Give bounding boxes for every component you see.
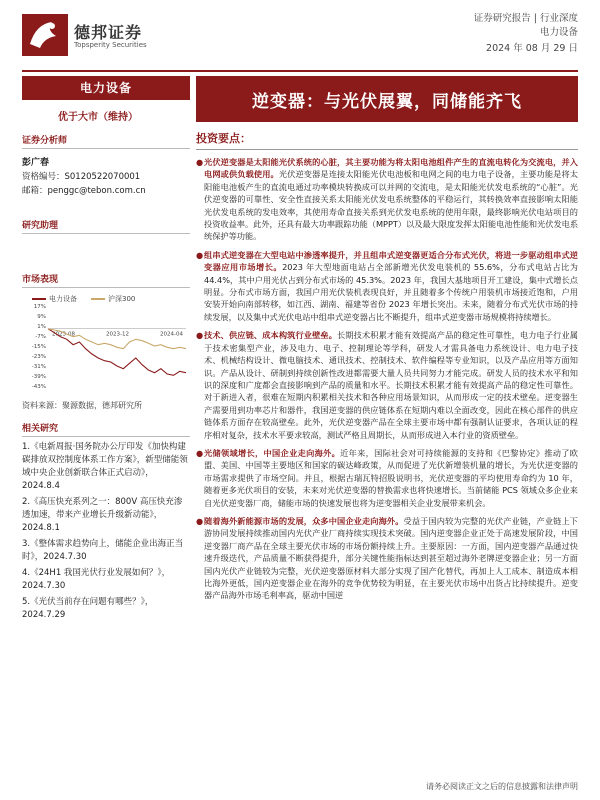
report-title: 逆变器：与光伏展翼，同储能齐飞 xyxy=(252,91,522,112)
point-body: 长期技术积累才能有效提高产品的稳定性可靠性，电力电子行业属于技术密集型产业，涉及电力、电子、控制理论等学科，研发人才需具备电力系统设计、电力电子技术、机械结构设计、微电脑技术、通讯技术、控制技术、软件编程等专业知识，以及产品应用等方面知识。产品从设计、研制到持续创新性改进都需要大量人员共同努力才能完成。研发人员的技术水平和知识的深度和广度都会直接影响到产品的质量和水平。长期技术积累才能有效提高产品的稳定性可靠性。对于新进入者，很难在短期内积累相关技术和各种应用场景知识，从而形成一定的技术壁垒。逆变器生产需要用到功率芯片和器件，我国逆变器的供应链体系在短期内难以全面改变，因此在核心部件的供应链体系方面存在较高壁垒。此外，光伏逆变器产品在全球主要市场中都有强制认证要求，各项认证的程序相对复杂，技术水平要求较高，测试严格且周期长，从而形成进入本行业的资质壁垒。 xyxy=(204,330,578,440)
point-lead: 随着海外新能源市场的发展，众多中国企业走向海外。 xyxy=(204,515,404,526)
analyst-cert: 资格编号：S0120522070001 xyxy=(22,172,141,182)
y-tick-label: -23% xyxy=(31,354,46,360)
logo-name-en: Topsperity Securities xyxy=(74,41,147,49)
point-lead: 光储领域增长，中国企业走向海外。 xyxy=(204,447,341,458)
related-item[interactable]: 5.《光伏当前存在问题有哪些？》，2024.7.29 xyxy=(22,597,154,620)
assistant-section-title: 研究助理 xyxy=(22,218,190,234)
point-lead: 光伏逆变器是太阳能光伏系统的心脏，其主要功能为将太阳电池组件产生的直流电转化为交流电，并入电网或供负载使用。 xyxy=(204,157,578,180)
x-tick-label: 2024-04 xyxy=(160,331,183,338)
company-logo xyxy=(22,14,172,56)
report-type: 证券研究报告 | 行业深度 xyxy=(473,13,578,24)
logo-name-cn: 德邦证券 xyxy=(74,23,143,42)
main-content xyxy=(196,76,578,602)
report-date: 2024 年 08 月 29 日 xyxy=(486,43,578,54)
y-tick-label: -39% xyxy=(31,374,46,380)
bullet-icon: ● xyxy=(196,157,204,167)
point-body: 近年来，国际社会对可持续能源的支持和《巴黎协定》推动了欧盟、美国、中国等主要地区和国家的碳达峰政策，从而促进了光伏新增装机量的增长，为光伏逆变器的市场需求提供了市场空间。并且，根据古瑞瓦特招股说明书，光伏逆变器的平均使用寿命约为 10 年，随着更多光伏项目的安装，未来对光伏逆变器的替换需求也将快速增长。当前储能 PCS 领域众多企业来自光伏逆变器厂商，储能市场的快速发展也将为逆变器相关企业发展带来机会。 xyxy=(204,447,578,508)
point-body: 受益于国内较为完整的光伏产业链，产业链上下游协同发展持续推动国内光伏产业厂商持续实现技术突破。国内逆变器企业正处于高速发展阶段，中国逆变器厂商产品在全球主要光伏市场的市场份额持续上升。主要原因：一方面，国内逆变器产品通过快速升级迭代，产品质量不断获得提升，部分关键性能指标达到甚至超过海外老牌逆变器企业；另一方面国内光伏产业链较为完整，光伏逆变器原材料大部分实现了国产化替代，再加上人工成本、制造成本相比海外更低，国内逆变器企业在海外的竞争优势较为明显，在主要光伏市场中出货占比持续提升。逆变器产品海外市场毛利率高，驱动中国逆 xyxy=(204,515,578,601)
report-sector: 电力设备 xyxy=(539,27,578,38)
related-section-title: 相关研究 xyxy=(22,421,190,437)
y-tick-label: 1% xyxy=(37,324,46,330)
bullet-icon: ● xyxy=(196,249,204,260)
bullet-icon: ● xyxy=(196,515,204,526)
point-paragraph xyxy=(196,156,578,243)
bullet-icon: ● xyxy=(196,330,204,341)
y-tick-label: 9% xyxy=(37,314,46,320)
point-lead: 组串式逆变器在大型电站中渗透率提升，并且组串式逆变器更适合分布式光伏，将进一步驱动组串式逆变器应用市场增长。 xyxy=(204,249,578,273)
point-paragraph xyxy=(196,329,578,441)
point-paragraph xyxy=(196,447,578,509)
header-divider xyxy=(22,70,578,72)
y-tick-label: -31% xyxy=(31,364,46,370)
report-meta xyxy=(474,12,578,56)
investment-points-heading: 投资要点： xyxy=(196,130,578,150)
point-body: 2023 年大型地面电站占全部新增光伏发电装机的 55.6%，分布式电站占比为 44.4%，其中户用光伏占到分布式市场的 45.3%。2023 年，我国大基地项目开工建设，集中式增长点明显。分布式市场方面，我国户用光伏装机表现良好，并且随着多个传统户用装机市场接近饱和，户用安装开始向南部转移，如江西、湖南、福建等省份 2023 年增长突出。未来，随着分布式光伏市场的持续发展，以及集中式光伏电站中组串式逆变器占比不断提升，组串式逆变器市场规模将持续增长。 xyxy=(204,262,578,322)
point-lead: 技术、供应链、成本构筑行业壁垒。 xyxy=(204,330,338,341)
legend-item-index: 沪深300 xyxy=(91,294,135,304)
footer-disclaimer: 请务必阅读正文之后的信息披露和法律声明 xyxy=(426,782,578,791)
market-line-chart xyxy=(22,294,190,396)
y-tick-label: -7% xyxy=(35,334,46,340)
analyst-name: 彭广春 xyxy=(22,158,50,168)
title-banner xyxy=(196,76,578,122)
market-section-title: 市场表现 xyxy=(22,272,190,288)
analyst-email[interactable]: 邮箱：penggc@tebon.com.cn xyxy=(22,186,146,196)
analyst-section-title: 证券分析师 xyxy=(22,133,190,149)
point-paragraph xyxy=(196,515,578,602)
related-item[interactable]: 3.《整体需求趋势向上，储能企业出海正当时》，2024.7.30 xyxy=(22,539,184,562)
related-item[interactable]: 2.《高压快充系列之一：800V 高压快充渗透加速，带来产业增长升级新动能》，2024.8.1 xyxy=(22,497,183,533)
logo-emblem-icon xyxy=(22,14,68,56)
related-item[interactable]: 4.《24H1 我国光伏行业发展如何？》，2024.7.30 xyxy=(22,568,171,591)
y-tick-label: -15% xyxy=(31,344,46,350)
bullet-icon: ● xyxy=(196,447,204,458)
related-item[interactable]: 1.《电新周报·国务院办公厅印发《加快构建碳排放双控制度体系工作方案》，新型储能领域中央企业创新联合体正式启动》，2024.8.4 xyxy=(22,442,188,491)
legend-item-sector: 电力设备 xyxy=(32,294,77,304)
market-chart xyxy=(22,294,190,396)
rating-label: 优于大市（维持） xyxy=(58,112,138,123)
y-tick-label: 17% xyxy=(33,304,46,310)
chart-source: 资料来源：聚源数据，德邦研究所 xyxy=(22,401,142,410)
point-body: 光伏逆变器是连接太阳能光伏电池板和电网之间的电力电子设备，主要功能是将太阳能电池板产生的直流电通过功率模块转换成可以并网的交流电，是太阳能光伏发电系统的“心脏”。光伏逆变器的可靠性、安全性直接关系太阳能光伏发电系统整体的平稳运行，其转换效率直接影响太阳能光伏发电系统的发电效率，其使用寿命直接关系到光伏发电系统的使用年限，最终影响光伏电站项目的投资收益率。此外，还具有最大功率跟踪功能（MPPT）以及最大限度发挥太阳能电池性能和光伏发电系统保护等功能。 xyxy=(204,169,579,242)
sidebar xyxy=(22,76,190,622)
related-list xyxy=(22,441,190,622)
y-tick-label: -43% xyxy=(31,384,46,390)
sector-label: 电力设备 xyxy=(22,76,190,100)
x-tick-label: 2023-08 xyxy=(52,331,75,338)
point-paragraph xyxy=(196,249,578,323)
x-tick-label: 2023-12 xyxy=(106,331,129,338)
